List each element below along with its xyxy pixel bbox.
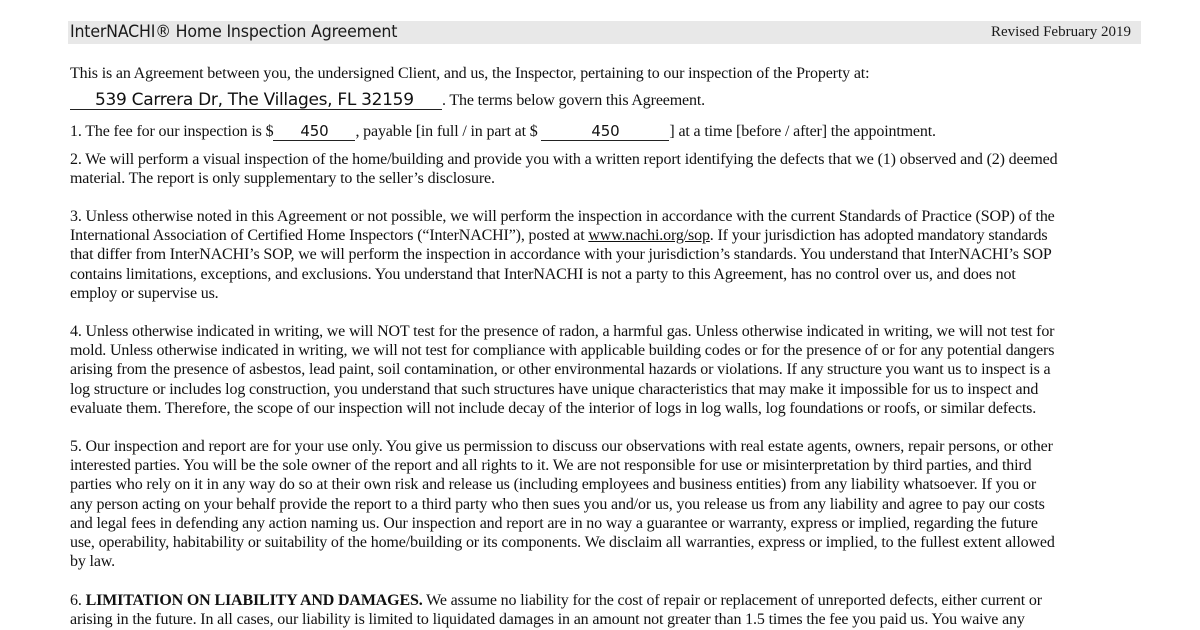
clause-line: evaluate them. Therefore, the scope of our inspection will not include decay of the interior of logs in log walls, log foundations or roofs, or similar defects. — [70, 399, 1037, 417]
clause-line: mold. Unless otherwise indicated in writing, we will not test for compliance with applicable building codes or for the presence of or for any potential dangers — [70, 342, 1055, 360]
document-title: InterNACHI® Home Inspection Agreement — [70, 22, 398, 42]
clause-line — [70, 591, 1130, 610]
clause-3-line2-prefix: International Association of Certified Home Inspectors (“InterNACHI”), posted at — [70, 227, 589, 245]
clause-line: 2. We will perform a visual inspection of the home/building and provide you with a written report identifying the defects that we (1) observed and (2) deemed — [70, 151, 1058, 168]
clause-line: use, operability, habitability or suitability of the home/building or its components. We disclaim all warranties, express or implied, to the fullest extent allowed — [70, 534, 1055, 552]
clause-line: 4. Unless otherwise indicated in writing, we will NOT test for the presence of radon, a harmful gas. Unless otherwise indicated in writing, we will not test for — [70, 323, 1055, 340]
clause-5-report-use — [70, 437, 1130, 571]
partial-payment-field[interactable]: 450 — [541, 123, 669, 141]
clause-line — [70, 226, 1130, 245]
clause-6-line1-suffix: We assume no liability for the cost of repair or replacement of unreported defects, either current or — [422, 592, 1042, 609]
clause-1-suffix: ] at a time [before / after] the appointment. — [669, 123, 936, 140]
clause-4-exclusions — [70, 322, 1130, 418]
inspection-fee-field[interactable]: 450 — [273, 123, 355, 141]
property-address-field[interactable]: 539 Carrera Dr, The Villages, FL 32159 — [70, 92, 442, 110]
clause-6-number: 6. — [70, 592, 86, 609]
clause-line: interested parties. You will be the sole owner of the report and all rights to it. We are not responsible for use or misinterpretation by third parties, and third — [70, 457, 1032, 475]
clause-3-line2-suffix: . If your jurisdiction has adopted mandatory standards — [709, 227, 1048, 245]
clause-line: 5. Our inspection and report are for your use only. You give us permission to discuss our observations with real estate agents, owners, repair persons, or other — [70, 438, 1053, 455]
clause-line: employ or supervise us. — [70, 284, 219, 302]
clause-line: any person acting on your behalf provide the report to a third party who then sues you and/or us, you release us from any liability and agree to pay our costs — [70, 495, 1045, 513]
clause-line: parties who rely on it in any way do so at their own risk and release us (including employees and business entities) from any liability whatsoever. If you or — [70, 476, 1036, 494]
clause-1-middle: , payable [in full / in part at $ — [355, 123, 542, 140]
intro-line: This is an Agreement between you, the undersigned Client, and us, the Inspector, pertaining to our inspection of the Property at: — [70, 65, 870, 82]
clause-line: by law. — [70, 553, 116, 571]
clause-line: 3. Unless otherwise noted in this Agreement or not possible, we will perform the inspection in accordance with the current Standards of Practice (SOP) of the — [70, 208, 1055, 225]
clause-3-standards — [70, 207, 1130, 303]
clause-2-visual-inspection — [70, 150, 1130, 188]
property-line — [70, 91, 705, 110]
revision-date: Revised February 2019 — [991, 24, 1131, 40]
clause-line: and legal fees in defending any action naming us. Our inspection and report are in no way a guarantee or warranty, express or implied, regarding the future — [70, 514, 1038, 532]
document-header — [68, 21, 1141, 44]
clause-line: arising from the presence of asbestos, lead paint, soil contamination, or other environmental hazards or violations. If any structure you want us to inspect is a — [70, 361, 1051, 379]
clause-line: arising in the future. In all cases, our liability is limited to liquidated damages in an amount not greater than 1.5 times the fee you paid us. You waive any — [70, 611, 1025, 629]
clause-6-heading: LIMITATION ON LIABILITY AND DAMAGES. — [85, 592, 423, 609]
clause-6-liability — [70, 591, 1130, 629]
clause-line: log structure or includes log construction, you understand that such structures have unique characteristics that may make it impossible for us to inspect and — [70, 380, 1039, 398]
clause-line: material. The report is only supplementary to the seller’s disclosure. — [70, 170, 495, 188]
clause-line: contains limitations, exceptions, and exclusions. You understand that InterNACHI is not a party to this Agreement, has no control over us, and does not — [70, 265, 1016, 283]
clause-line: that differ from InterNACHI’s SOP, we will perform the inspection in accordance with your jurisdiction’s standards. You understand that InterNACHI’s SOP — [70, 246, 1052, 264]
clause-1-prefix: 1. The fee for our inspection is $ — [70, 123, 274, 140]
clause-1-fee — [70, 122, 936, 141]
sop-link[interactable]: www.nachi.org/sop — [588, 227, 710, 245]
property-line-suffix: . The terms below govern this Agreement. — [442, 92, 705, 109]
